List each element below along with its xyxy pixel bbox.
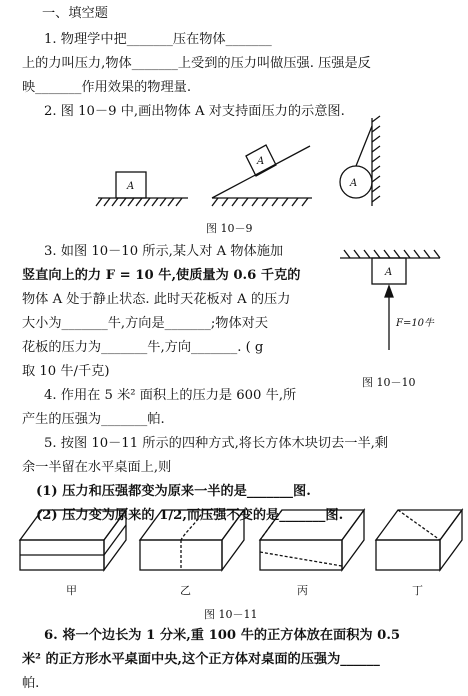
q6-line-3: 帕. bbox=[22, 676, 40, 691]
q3-line-4: 大小为_______牛,方向是_______;物体对天 bbox=[22, 316, 269, 331]
fig9-caption: 图 10－9 bbox=[206, 222, 253, 235]
q1-line-1: 1. 物理学中把_______压在物体_______ bbox=[44, 32, 272, 47]
q3-line-1: 3. 如图 10－10 所示,某人对 A 物体施加 bbox=[44, 244, 284, 259]
q4-line-1: 4. 作用在 5 米² 面积上的压力是 600 牛,所 bbox=[44, 388, 297, 403]
q1-line-3: 映_______作用效果的物理量. bbox=[22, 80, 192, 95]
q2-line-1: 2. 图 10－9 中,画出物体 A 对支持面压力的示意图. bbox=[44, 104, 345, 119]
fig9-label-a-flat: A bbox=[127, 181, 135, 192]
q5-line-2: 余一半留在水平桌面上,则 bbox=[22, 460, 172, 475]
q1-line-2: 上的力叫压力,物体_______上受到的压力叫做压强. 压强是反 bbox=[22, 56, 371, 71]
fig10-label-a: A bbox=[385, 267, 393, 278]
fig10-caption: 图 10－10 bbox=[362, 376, 416, 389]
q3-line-5: 花板的压力为_______牛,方向_______. ( g bbox=[22, 340, 264, 355]
q6-line-1: 6. 将一个边长为 1 分米,重 100 牛的正方体放在面积为 0.5 bbox=[44, 628, 401, 643]
q3-line-6: 取 10 牛/千克) bbox=[22, 364, 110, 379]
q5-line-1: 5. 按图 10－11 所示的四种方式,将长方体木块切去一半,剩 bbox=[44, 436, 389, 451]
q5-line-4: (2) 压力变为原来的 1/2,而压强不变的是_______图. bbox=[36, 508, 344, 523]
fig11-label-bing: 丙 bbox=[297, 584, 308, 597]
fig11-label-jia: 甲 bbox=[66, 584, 77, 597]
fig9-incline bbox=[212, 146, 312, 206]
fig10-force-label: F=10牛 bbox=[396, 318, 435, 329]
q3-line-2: 竖直向上的力 F = 10 牛,使质量为 0.6 千克的 bbox=[22, 268, 301, 283]
fig11-label-ding: 丁 bbox=[412, 584, 423, 597]
fig11-caption: 图 10－11 bbox=[204, 608, 258, 621]
figure-10-10 bbox=[340, 250, 440, 350]
fig9-flat-surface bbox=[96, 198, 188, 206]
fig9-label-a-incline: A bbox=[257, 156, 265, 167]
fig11-label-yi: 乙 bbox=[180, 584, 191, 597]
fig9-label-a-ball: A bbox=[350, 178, 358, 189]
q6-line-2: 米² 的正方形水平桌面中央,这个正方体对桌面的压强为______ bbox=[22, 652, 380, 667]
q4-line-2: 产生的压强为_______帕. bbox=[22, 412, 165, 427]
section-title: 一、填空题 bbox=[42, 6, 108, 21]
fig11-block-ding bbox=[376, 510, 462, 570]
q5-line-3: (1) 压力和压强都变为原来一半的是_______图. bbox=[36, 484, 311, 499]
q3-line-3: 物体 A 处于静止状态. 此时天花板对 A 的压力 bbox=[22, 292, 291, 307]
